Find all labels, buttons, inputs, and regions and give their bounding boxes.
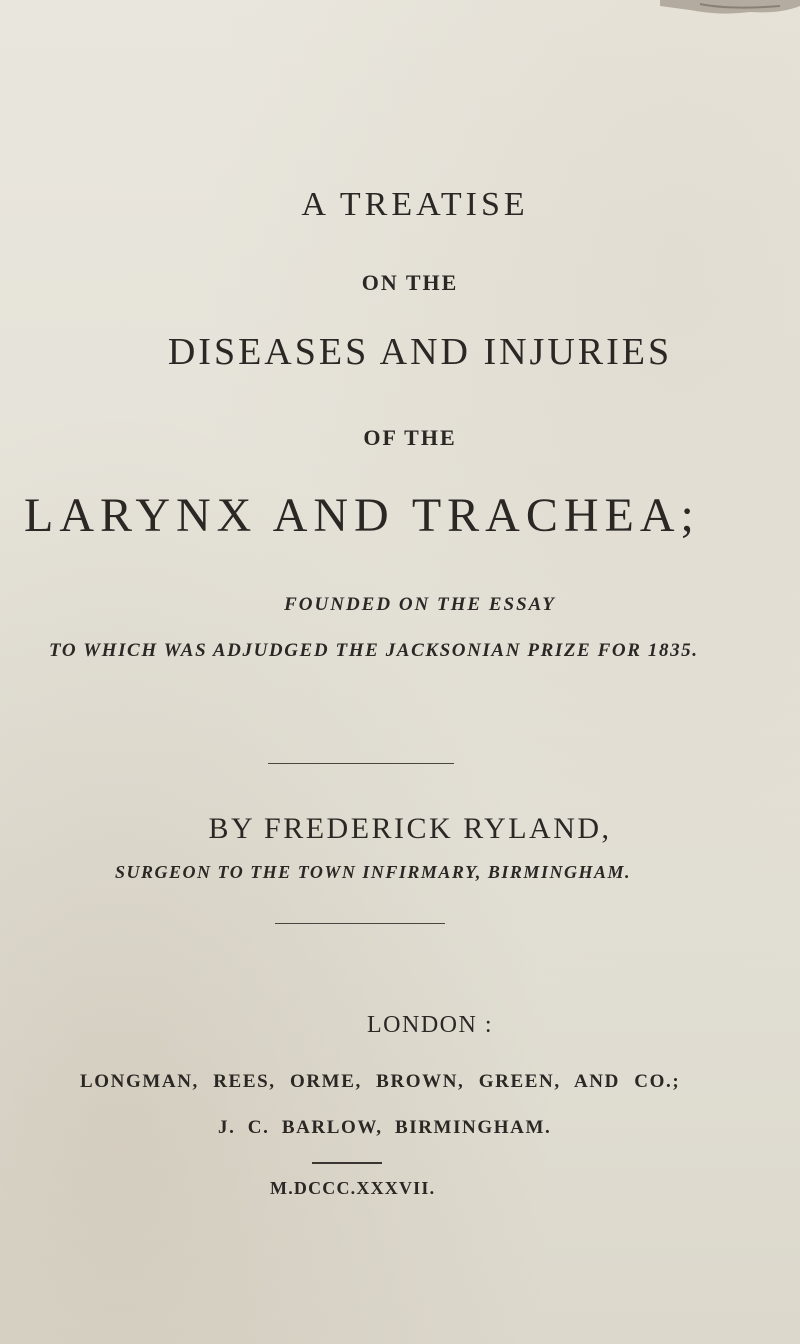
prize-line: TO WHICH WAS ADJUDGED THE JACKSONIAN PRIZE FOR 1835. — [49, 640, 699, 661]
paper-edge-stain — [660, 0, 800, 22]
divider-rule-middle — [275, 923, 445, 924]
founded-line: FOUNDED ON THE ESSAY — [284, 594, 556, 615]
imprint-publishers: LONGMAN, REES, ORME, BROWN, GREEN, AND CO.; — [80, 1071, 681, 1092]
subject-line-2: LARYNX AND TRACHEA; — [24, 489, 700, 542]
connector-of-the: OF THE — [363, 425, 457, 450]
divider-rule-bottom — [312, 1162, 382, 1164]
book-title: A TREATISE — [301, 186, 529, 223]
author-byline: BY FREDERICK RYLAND, — [208, 812, 612, 845]
imprint-city: LONDON : — [367, 1012, 493, 1038]
imprint-co-publisher: J. C. BARLOW, BIRMINGHAM. — [218, 1117, 552, 1138]
imprint-date: M.DCCC.XXXVII. — [270, 1178, 436, 1198]
connector-on-the: ON THE — [361, 270, 459, 295]
divider-rule-top — [268, 763, 454, 764]
subject-line-1: DISEASES AND INJURIES — [167, 331, 673, 373]
author-position: SURGEON TO THE TOWN INFIRMARY, BIRMINGHAM. — [115, 862, 631, 882]
